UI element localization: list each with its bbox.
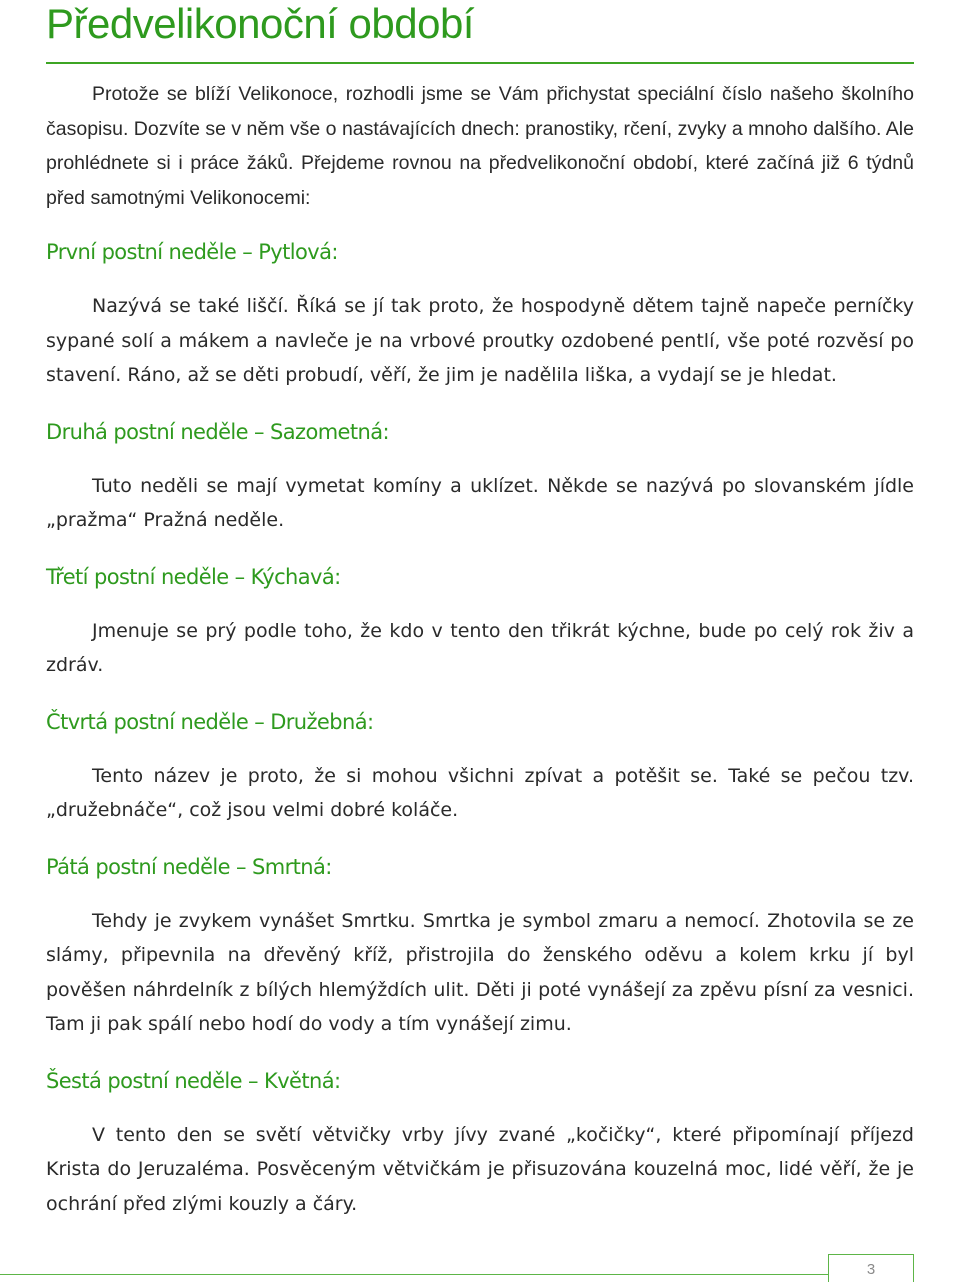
page-title: Předvelikonoční období bbox=[46, 0, 474, 47]
title-underline bbox=[46, 62, 914, 64]
section-heading-fourth-sunday: Čtvrtá postní neděle – Družebná: bbox=[46, 709, 374, 734]
section-text-fifth-sunday: Tehdy je zvykem vynášet Smrtku. Smrtka je symbol zmaru a nemocí. Zhotovila se ze slámy, připevnila na dřevěný kříž, přistrojila do ženského oděvu a kolem krku jí byl pověšen náhrdelník z bílých hlemýždích ulit. Děti ji poté vynášejí za zpěvu písní za vesnici. Tam ji pak spálí nebo hodí do vody a tím vynášejí zimu. bbox=[46, 909, 914, 1035]
section-heading-first-sunday: První postní neděle – Pytlová: bbox=[46, 240, 338, 264]
section-heading-third-sunday: Třetí postní neděle – Kýchavá: bbox=[46, 564, 341, 589]
section-text-second-sunday: Tuto neděli se mají vymetat komíny a uklízet. Někde se nazývá po slovanském jídle „pražma“ Pražná neděle. bbox=[46, 474, 914, 531]
section-text-first-sunday: Nazývá se také liščí. Říká se jí tak proto, že hospodyně dětem tajně napeče perníčky sypané solí a mákem a navleče je na vrbové proutky ozdobené pentlí, vše poté rozvěsí po stavení. Ráno, až se děti probudí, věří, že jim je nadělila liška, a vydají se je hledat. bbox=[46, 295, 914, 386]
section-heading-second-sunday: Druhá postní neděle – Sazometná: bbox=[46, 419, 389, 444]
article-body bbox=[46, 77, 914, 1221]
intro-paragraph: Protože se blíží Velikonoce, rozhodli jsme se Vám přichystat speciální číslo našeho školního časopisu. Dozvíte se v něm vše o nastávajících dnech: pranostiky, rčení, zvyky a mnoho dalšího. Ale prohlédnete si i práce žáků. Přejdeme rovnou na předvelikonoční období, které začíná již 6 týdnů před samotnými Velikonocemi: bbox=[46, 83, 914, 209]
section-heading-sixth-sunday: Šestá postní neděle – Květná: bbox=[46, 1068, 341, 1093]
section-text-third-sunday: Jmenuje se prý podle toho, že kdo v tento den třikrát kýchne, bude po celý rok živ a zdráv. bbox=[46, 619, 914, 676]
footer-rule bbox=[0, 1274, 914, 1275]
page-number-tab bbox=[828, 1254, 914, 1282]
section-heading-fifth-sunday: Pátá postní neděle – Smrtná: bbox=[46, 854, 332, 879]
section-text-sixth-sunday: V tento den se světí větvičky vrby jívy zvané „kočičky“, které připomínají příjezd Krista do Jeruzaléma. Posvěceným větvičkám je přisuzována kouzelná moc, lidé věří, že je ochrání před zlými kouzly a čáry. bbox=[46, 1123, 914, 1215]
page-number: 3 bbox=[866, 1261, 876, 1278]
section-text-fourth-sunday: Tento název je proto, že si mohou všichni zpívat a potěšit se. Také se pečou tzv. „družebnáče“, což jsou velmi dobré koláče. bbox=[46, 764, 914, 821]
